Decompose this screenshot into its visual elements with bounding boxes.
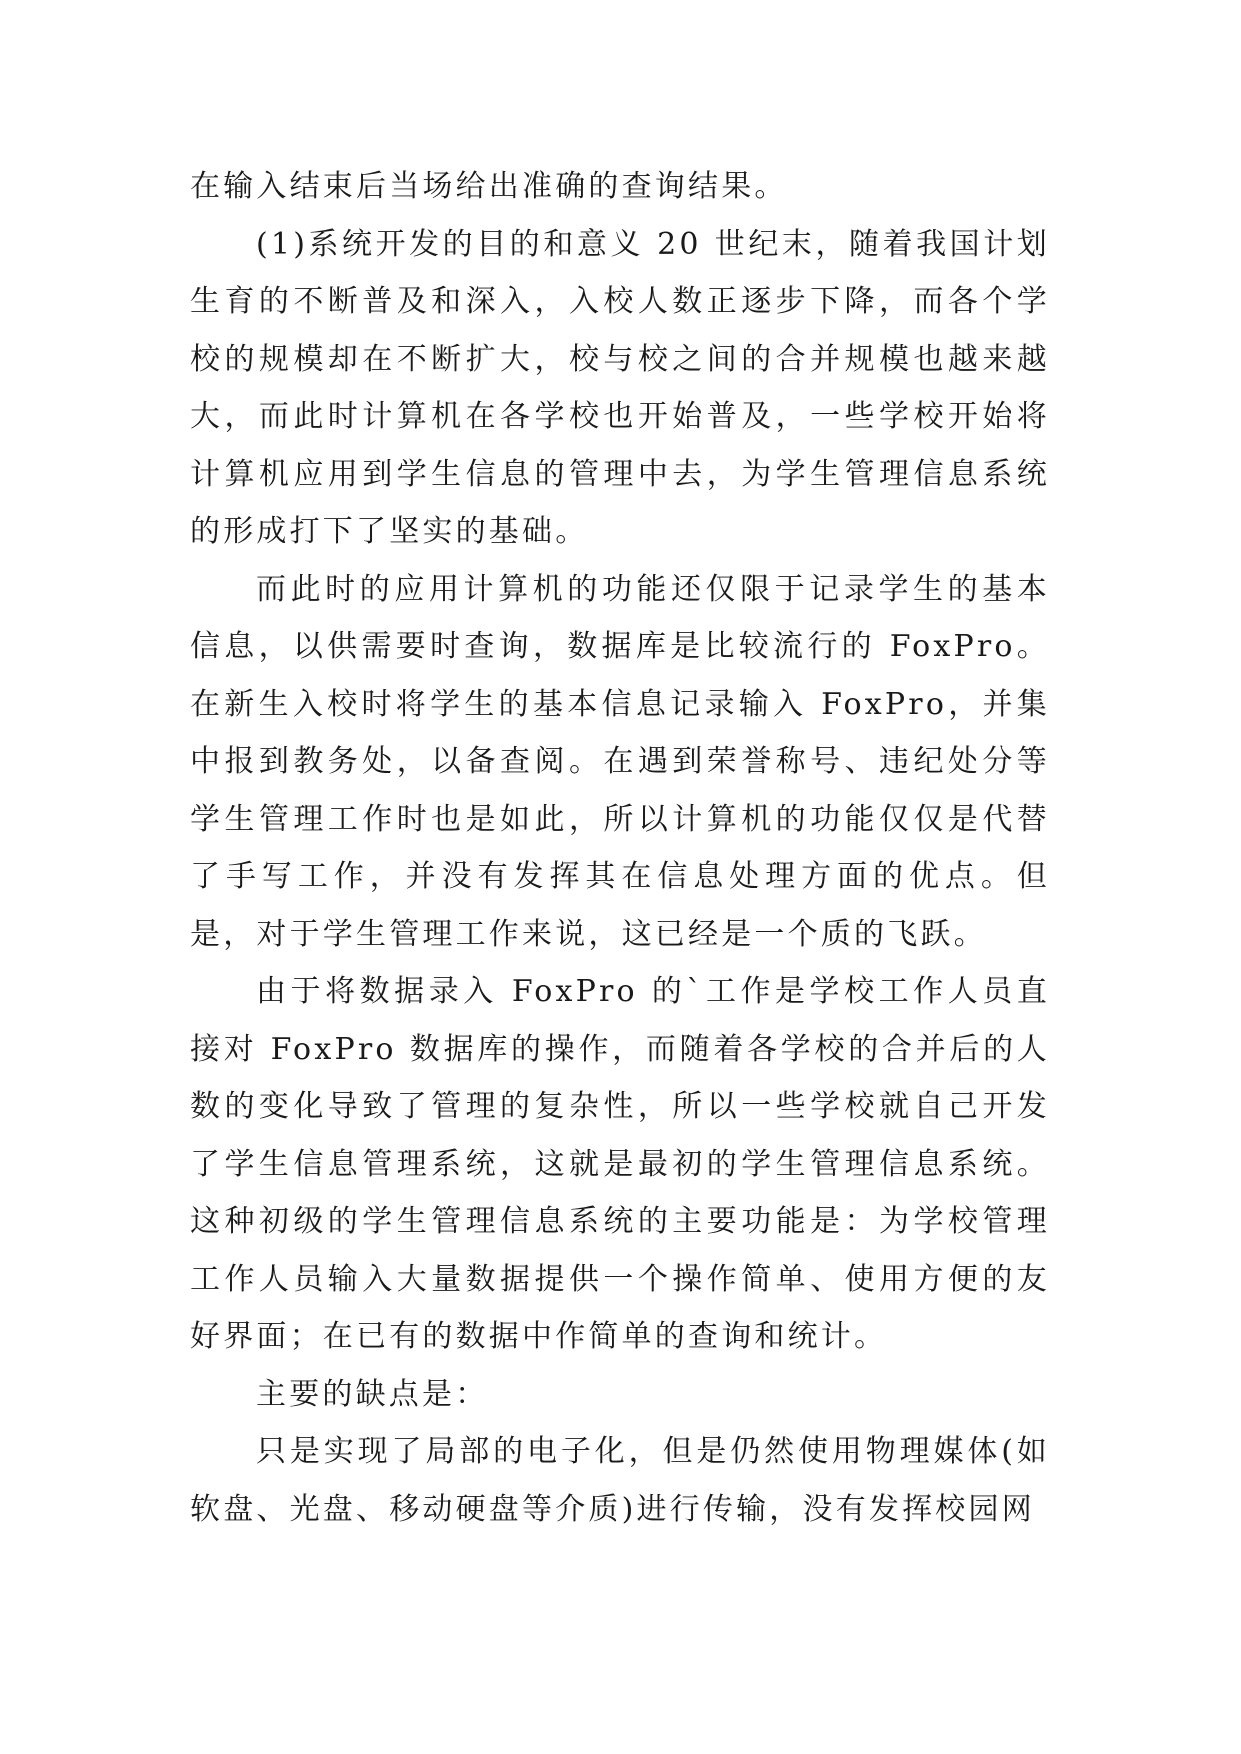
document-body [190,158,1050,1538]
paragraph-drawbacks: 只是实现了局部的电子化，但是仍然使用物理媒体(如软盘、光盘、移动硬盘等介质)进行传输，没有发挥校园网 [190,1434,1050,1527]
paragraph-foxpro-usage: 而此时的应用计算机的功能还仅限于记录学生的基本信息，以供需要时查询，数据库是比较流行的 FoxPro。在新生入校时将学生的基本信息记录输入 FoxPro，并集中报到教务处，以备查阅。在遇到荣誉称号、违纪处分等学生管理工作时也是如此，所以计算机的功能仅仅是代替了手写工作，并没有发挥其在信息处理方面的优点。但是，对于学生管理工作来说，这已经是一个质的飞跃。 [190,571,1050,952]
paragraph-continuation: 在输入结束后当场给出准确的查询结果。 [190,169,788,204]
paragraph-system-purpose: (1)系统开发的目的和意义 20 世纪末，随着我国计划生育的不断普及和深入，入校人数正逐步下降，而各个学校的规模却在不断扩大，校与校之间的合并规模也越来越大，而此时计算机在各学校也开始普及，一些学校开始将计算机应用到学生信息的管理中去，为学生管理信息系统的形成打下了坚实的基础。 [190,226,1050,549]
paragraph-early-system: 由于将数据录入 FoxPro 的`工作是学校工作人员直接对 FoxPro 数据库的操作，而随着各学校的合并后的人数的变化导致了管理的复杂性，所以一些学校就自己开发了学生信息管理系统，这就是最初的学生管理信息系统。这种初级的学生管理信息系统的主要功能是：为学校管理工作人员输入大量数据提供一个操作简单、使用方便的友好界面；在已有的数据中作简单的查询和统计。 [190,974,1050,1354]
paragraph-drawbacks-heading: 主要的缺点是： [256,1376,489,1412]
